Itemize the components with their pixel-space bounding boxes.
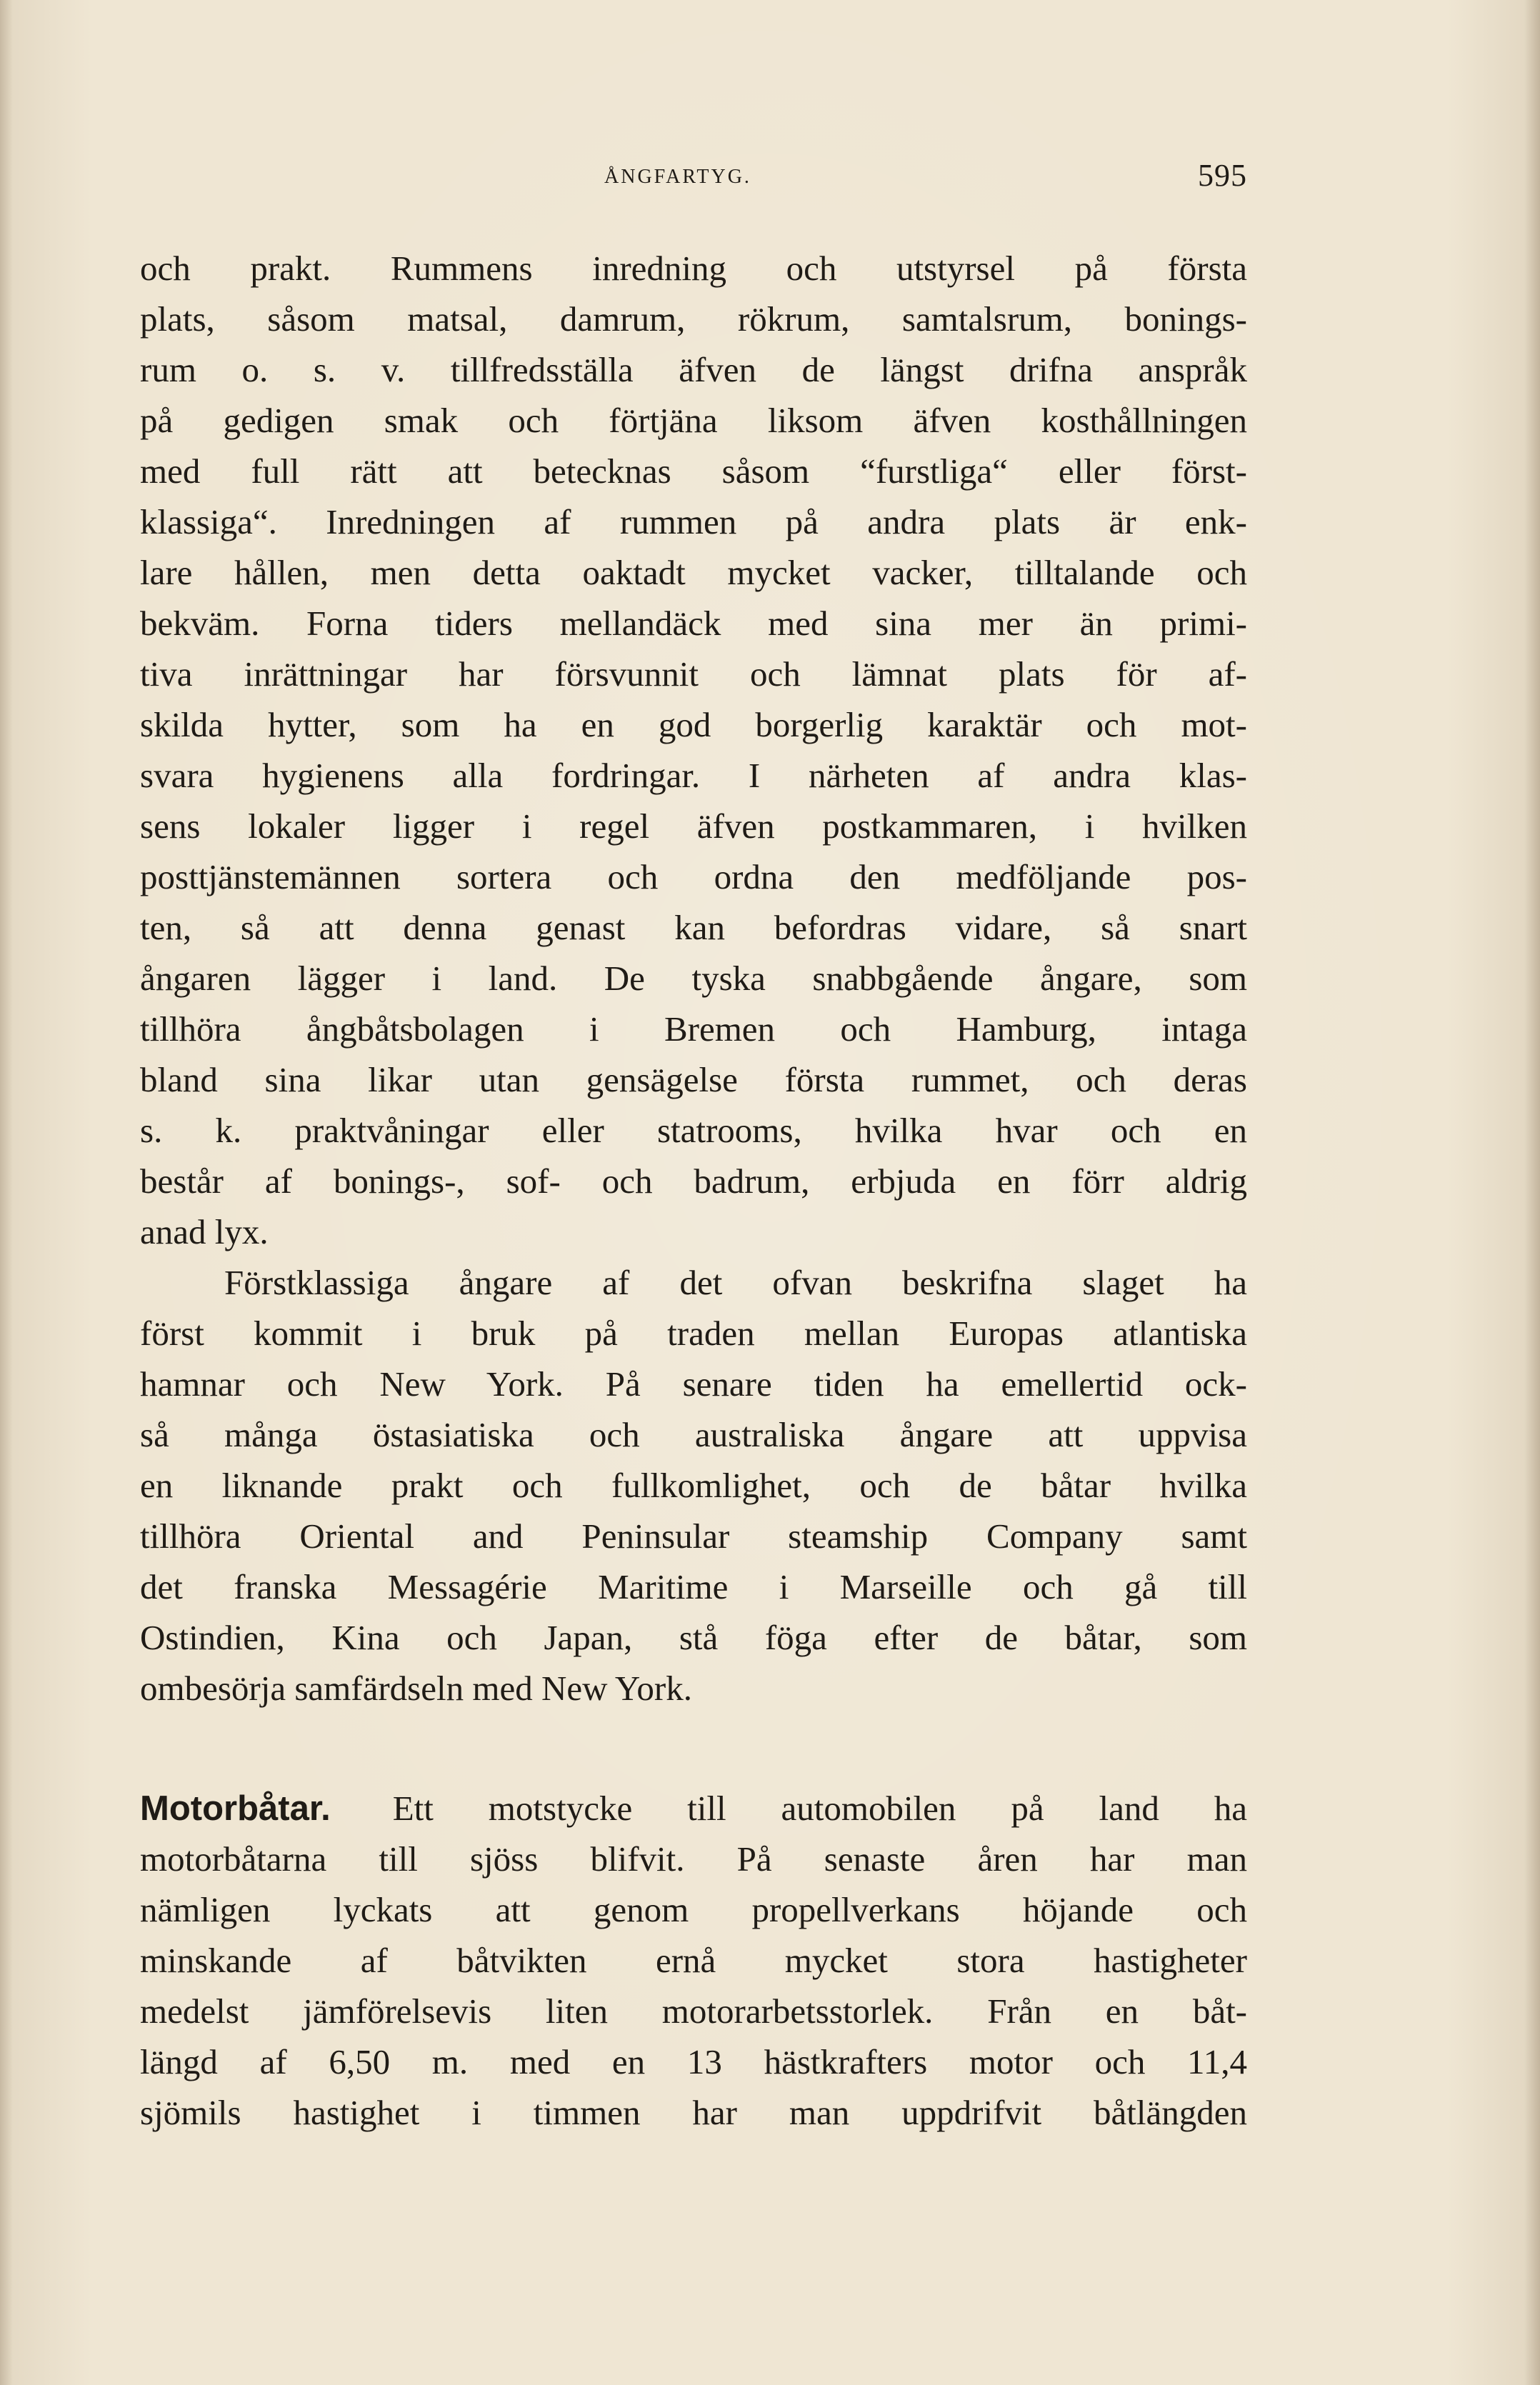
text-line: och prakt. Rummens inredning och utstyrsel på första [140, 249, 1247, 288]
paragraph [140, 1257, 1247, 1714]
text-line: tiva inrättningar har försvunnit och lämnat plats för af- [140, 654, 1247, 694]
text-line: det franska Messagérie Maritime i Marseille och gå till [140, 1567, 1247, 1606]
text-line [140, 1783, 1247, 1834]
text-line: skilda hytter, som ha en god borgerlig karaktär och mot- [140, 705, 1247, 744]
text-line: sjömils hastighet i timmen har man uppdrifvit båtlängden [140, 2093, 1247, 2132]
text-line: sens lokaler ligger i regel äfven postkammaren, i hvilken [140, 806, 1247, 846]
page-edge-left [0, 0, 13, 2385]
text-line: anad lyx. [140, 1212, 269, 1251]
heading-line-text: Ett motstycke till automobilen på land ha [392, 1789, 1247, 1828]
running-head: ÅNGFARTYG. [604, 166, 751, 188]
text-line: tillhöra ångbåtsbolagen i Bremen och Hamburg, intaga [140, 1009, 1247, 1049]
text-line: klassiga“. Inredningen af rummen på andra plats är enk- [140, 502, 1247, 541]
section-gap [140, 1714, 1247, 1783]
section-heading: Motorbåtar. [140, 1789, 331, 1828]
text-line: bland sina likar utan gensägelse första rummet, och deras [140, 1060, 1247, 1099]
text-line: motorbåtarna till sjöss blifvit. På senaste åren har man [140, 1839, 1247, 1879]
text-line: med full rätt att betecknas såsom “furstliga“ eller först- [140, 451, 1247, 491]
paragraph [140, 243, 1247, 1257]
text-line: lare hållen, men detta oaktadt mycket vacker, tilltalande och [140, 553, 1247, 592]
text-line: plats, såsom matsal, damrum, rökrum, samtalsrum, bonings- [140, 299, 1247, 339]
text-line: består af bonings-, sof- och badrum, erbjuda en förr aldrig [140, 1161, 1247, 1201]
text-line: nämligen lyckats att genom propellverkans höjande och [140, 1890, 1247, 1929]
text-line: en liknande prakt och fullkomlighet, och de båtar hvilka [140, 1466, 1247, 1505]
text-line: svara hygienens alla fordringar. I närheten af andra klas- [140, 756, 1247, 795]
page-header [140, 151, 1247, 194]
text-line: ten, så att denna genast kan befordras vidare, så snart [140, 908, 1247, 947]
text-line: tillhöra Oriental and Peninsular steamship Company samt [140, 1516, 1247, 1556]
text-line: bekväm. Forna tiders mellandäck med sina mer än primi- [140, 604, 1247, 643]
text-line: först kommit i bruk på traden mellan Europas atlantiska [140, 1314, 1247, 1353]
page-edge-right [1524, 0, 1540, 2385]
text-line: s. k. praktvåningar eller statrooms, hvilka hvar och en [140, 1111, 1247, 1150]
page-number: 595 [1198, 158, 1247, 193]
text-line: ombesörja samfärdseln med New York. [140, 1669, 692, 1708]
text-line: hamnar och New York. På senare tiden ha emellertid ock- [140, 1364, 1247, 1404]
text-line: medelst jämförelsevis liten motorarbetsstorlek. Från en båt- [140, 1991, 1247, 2031]
text-line: Förstklassiga ångare af det ofvan beskrifna slaget ha [224, 1263, 1247, 1302]
text-line: rum o. s. v. tillfredsställa äfven de längst drifna anspråk [140, 350, 1247, 389]
paragraph-motorbatar [140, 1783, 1247, 2138]
body-text [140, 243, 1247, 2138]
text-line: ångaren lägger i land. De tyska snabbgående ångare, som [140, 959, 1247, 998]
text-line: posttjänstemännen sortera och ordna den medföljande pos- [140, 857, 1247, 896]
text-line: på gedigen smak och förtjäna liksom äfven kosthållningen [140, 401, 1247, 440]
text-line: längd af 6,50 m. med en 13 hästkrafters motor och 11,4 [140, 2042, 1247, 2081]
text-line: Ostindien, Kina och Japan, stå föga efter de båtar, som [140, 1618, 1247, 1657]
text-line: minskande af båtvikten ernå mycket stora hastigheter [140, 1941, 1247, 1980]
text-line: så många östasiatiska och australiska ångare att uppvisa [140, 1415, 1247, 1454]
